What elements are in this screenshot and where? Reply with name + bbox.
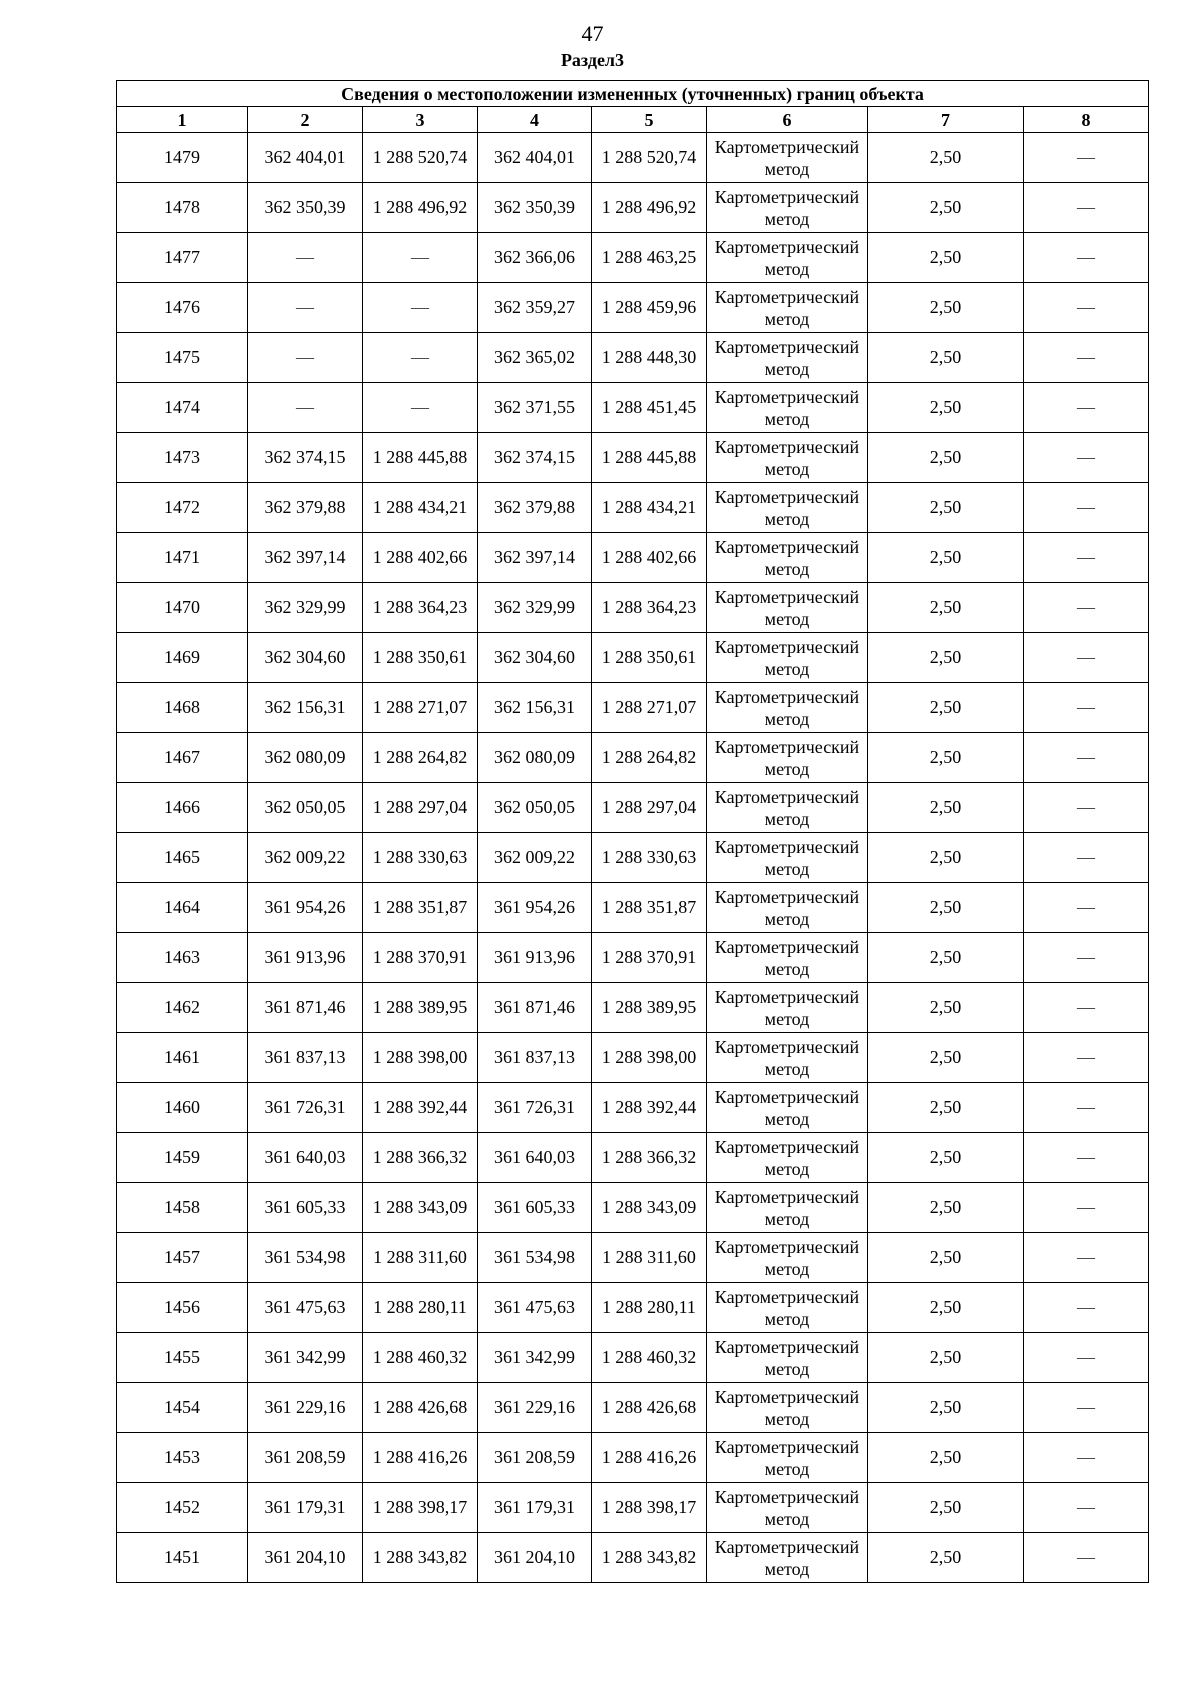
refined-y-cell: 1 288 311,60 bbox=[592, 1233, 707, 1283]
method-cell: Картометрический метод bbox=[707, 883, 868, 933]
method-cell: Картометрический метод bbox=[707, 233, 868, 283]
refined-x-cell: 361 342,99 bbox=[478, 1333, 592, 1383]
description-cell: — bbox=[1024, 883, 1149, 933]
method-cell: Картометрический метод bbox=[707, 1333, 868, 1383]
column-number: 8 bbox=[1024, 107, 1149, 133]
accuracy-cell: 2,50 bbox=[868, 383, 1024, 433]
table-row bbox=[117, 283, 1149, 333]
description-cell: — bbox=[1024, 1233, 1149, 1283]
existing-y-cell: 1 288 330,63 bbox=[363, 833, 478, 883]
description-cell: — bbox=[1024, 233, 1149, 283]
accuracy-cell: 2,50 bbox=[868, 233, 1024, 283]
point-number-cell: 1456 bbox=[117, 1283, 248, 1333]
table-caption: Сведения о местоположении измененных (уточненных) границ объекта bbox=[117, 81, 1149, 107]
accuracy-cell: 2,50 bbox=[868, 683, 1024, 733]
method-cell: Картометрический метод bbox=[707, 1083, 868, 1133]
table-row bbox=[117, 1383, 1149, 1433]
existing-x-cell: 362 304,60 bbox=[248, 633, 363, 683]
point-number-cell: 1461 bbox=[117, 1033, 248, 1083]
refined-x-cell: 361 179,31 bbox=[478, 1483, 592, 1533]
refined-x-cell: 362 404,01 bbox=[478, 133, 592, 183]
refined-y-cell: 1 288 416,26 bbox=[592, 1433, 707, 1483]
refined-y-cell: 1 288 343,09 bbox=[592, 1183, 707, 1233]
point-number-cell: 1469 bbox=[117, 633, 248, 683]
table-row bbox=[117, 683, 1149, 733]
existing-x-cell: 361 726,31 bbox=[248, 1083, 363, 1133]
table-row bbox=[117, 1133, 1149, 1183]
point-number-cell: 1460 bbox=[117, 1083, 248, 1133]
description-cell: — bbox=[1024, 933, 1149, 983]
refined-x-cell: 361 913,96 bbox=[478, 933, 592, 983]
existing-y-cell: — bbox=[363, 383, 478, 433]
table-row bbox=[117, 983, 1149, 1033]
refined-y-cell: 1 288 459,96 bbox=[592, 283, 707, 333]
existing-x-cell: — bbox=[248, 383, 363, 433]
refined-y-cell: 1 288 451,45 bbox=[592, 383, 707, 433]
table-row bbox=[117, 1533, 1149, 1583]
point-number-cell: 1479 bbox=[117, 133, 248, 183]
refined-y-cell: 1 288 402,66 bbox=[592, 533, 707, 583]
existing-x-cell: 361 179,31 bbox=[248, 1483, 363, 1533]
description-cell: — bbox=[1024, 733, 1149, 783]
existing-x-cell: 361 954,26 bbox=[248, 883, 363, 933]
accuracy-cell: 2,50 bbox=[868, 783, 1024, 833]
refined-x-cell: 362 397,14 bbox=[478, 533, 592, 583]
existing-y-cell: 1 288 343,82 bbox=[363, 1533, 478, 1583]
description-cell: — bbox=[1024, 1533, 1149, 1583]
refined-x-cell: 362 050,05 bbox=[478, 783, 592, 833]
description-cell: — bbox=[1024, 133, 1149, 183]
section-title: Раздел3 bbox=[560, 50, 625, 70]
method-cell: Картометрический метод bbox=[707, 783, 868, 833]
refined-y-cell: 1 288 398,00 bbox=[592, 1033, 707, 1083]
refined-y-cell: 1 288 350,61 bbox=[592, 633, 707, 683]
table-row bbox=[117, 433, 1149, 483]
column-number: 1 bbox=[117, 107, 248, 133]
method-cell: Картометрический метод bbox=[707, 1533, 868, 1583]
description-cell: — bbox=[1024, 983, 1149, 1033]
table-row bbox=[117, 333, 1149, 383]
point-number-cell: 1476 bbox=[117, 283, 248, 333]
existing-x-cell: 362 009,22 bbox=[248, 833, 363, 883]
point-number-cell: 1455 bbox=[117, 1333, 248, 1383]
accuracy-cell: 2,50 bbox=[868, 533, 1024, 583]
existing-y-cell: 1 288 460,32 bbox=[363, 1333, 478, 1383]
accuracy-cell: 2,50 bbox=[868, 1533, 1024, 1583]
method-cell: Картометрический метод bbox=[707, 583, 868, 633]
existing-y-cell: 1 288 434,21 bbox=[363, 483, 478, 533]
accuracy-cell: 2,50 bbox=[868, 1033, 1024, 1083]
existing-x-cell: 361 475,63 bbox=[248, 1283, 363, 1333]
existing-x-cell: 361 534,98 bbox=[248, 1233, 363, 1283]
point-number-cell: 1473 bbox=[117, 433, 248, 483]
table-row bbox=[117, 1333, 1149, 1383]
accuracy-cell: 2,50 bbox=[868, 1433, 1024, 1483]
existing-x-cell: 362 080,09 bbox=[248, 733, 363, 783]
table-row bbox=[117, 733, 1149, 783]
refined-x-cell: 362 379,88 bbox=[478, 483, 592, 533]
accuracy-cell: 2,50 bbox=[868, 583, 1024, 633]
refined-x-cell: 361 640,03 bbox=[478, 1133, 592, 1183]
refined-y-cell: 1 288 496,92 bbox=[592, 183, 707, 233]
description-cell: — bbox=[1024, 1183, 1149, 1233]
refined-y-cell: 1 288 398,17 bbox=[592, 1483, 707, 1533]
accuracy-cell: 2,50 bbox=[868, 1183, 1024, 1233]
point-number-cell: 1468 bbox=[117, 683, 248, 733]
accuracy-cell: 2,50 bbox=[868, 483, 1024, 533]
column-number: 2 bbox=[248, 107, 363, 133]
method-cell: Картометрический метод bbox=[707, 183, 868, 233]
table-row bbox=[117, 1483, 1149, 1533]
existing-y-cell: 1 288 351,87 bbox=[363, 883, 478, 933]
method-cell: Картометрический метод bbox=[707, 1133, 868, 1183]
existing-y-cell: 1 288 389,95 bbox=[363, 983, 478, 1033]
refined-x-cell: 362 366,06 bbox=[478, 233, 592, 283]
accuracy-cell: 2,50 bbox=[868, 183, 1024, 233]
refined-x-cell: 361 837,13 bbox=[478, 1033, 592, 1083]
existing-x-cell: 361 640,03 bbox=[248, 1133, 363, 1183]
method-cell: Картометрический метод bbox=[707, 533, 868, 583]
table-row bbox=[117, 233, 1149, 283]
existing-x-cell: 362 050,05 bbox=[248, 783, 363, 833]
existing-y-cell: 1 288 343,09 bbox=[363, 1183, 478, 1233]
existing-x-cell: 362 404,01 bbox=[248, 133, 363, 183]
table-row bbox=[117, 383, 1149, 433]
table-row bbox=[117, 1183, 1149, 1233]
accuracy-cell: 2,50 bbox=[868, 1133, 1024, 1183]
table-row bbox=[117, 1233, 1149, 1283]
existing-x-cell: 362 350,39 bbox=[248, 183, 363, 233]
existing-x-cell: 361 342,99 bbox=[248, 1333, 363, 1383]
column-number: 7 bbox=[868, 107, 1024, 133]
existing-y-cell: 1 288 496,92 bbox=[363, 183, 478, 233]
refined-y-cell: 1 288 463,25 bbox=[592, 233, 707, 283]
page-number: 47 bbox=[581, 21, 604, 46]
existing-y-cell: 1 288 398,00 bbox=[363, 1033, 478, 1083]
existing-x-cell: — bbox=[248, 233, 363, 283]
refined-y-cell: 1 288 460,32 bbox=[592, 1333, 707, 1383]
point-number-cell: 1465 bbox=[117, 833, 248, 883]
accuracy-cell: 2,50 bbox=[868, 1233, 1024, 1283]
existing-y-cell: 1 288 364,23 bbox=[363, 583, 478, 633]
description-cell: — bbox=[1024, 433, 1149, 483]
method-cell: Картометрический метод bbox=[707, 633, 868, 683]
description-cell: — bbox=[1024, 483, 1149, 533]
refined-x-cell: 362 365,02 bbox=[478, 333, 592, 383]
refined-x-cell: 362 359,27 bbox=[478, 283, 592, 333]
existing-x-cell: 362 397,14 bbox=[248, 533, 363, 583]
accuracy-cell: 2,50 bbox=[868, 1383, 1024, 1433]
table-row bbox=[117, 633, 1149, 683]
column-number: 5 bbox=[592, 107, 707, 133]
method-cell: Картометрический метод bbox=[707, 1433, 868, 1483]
point-number-cell: 1457 bbox=[117, 1233, 248, 1283]
method-cell: Картометрический метод bbox=[707, 483, 868, 533]
accuracy-cell: 2,50 bbox=[868, 1083, 1024, 1133]
refined-x-cell: 361 534,98 bbox=[478, 1233, 592, 1283]
method-cell: Картометрический метод bbox=[707, 1383, 868, 1433]
refined-x-cell: 362 304,60 bbox=[478, 633, 592, 683]
method-cell: Картометрический метод bbox=[707, 933, 868, 983]
existing-y-cell: 1 288 445,88 bbox=[363, 433, 478, 483]
accuracy-cell: 2,50 bbox=[868, 133, 1024, 183]
existing-y-cell: — bbox=[363, 233, 478, 283]
existing-x-cell: 361 208,59 bbox=[248, 1433, 363, 1483]
refined-y-cell: 1 288 434,21 bbox=[592, 483, 707, 533]
method-cell: Картометрический метод bbox=[707, 383, 868, 433]
refined-x-cell: 362 329,99 bbox=[478, 583, 592, 633]
point-number-cell: 1459 bbox=[117, 1133, 248, 1183]
description-cell: — bbox=[1024, 633, 1149, 683]
description-cell: — bbox=[1024, 183, 1149, 233]
point-number-cell: 1451 bbox=[117, 1533, 248, 1583]
existing-y-cell: 1 288 426,68 bbox=[363, 1383, 478, 1433]
point-number-cell: 1472 bbox=[117, 483, 248, 533]
refined-x-cell: 361 726,31 bbox=[478, 1083, 592, 1133]
point-number-cell: 1471 bbox=[117, 533, 248, 583]
existing-x-cell: 361 913,96 bbox=[248, 933, 363, 983]
table-row bbox=[117, 583, 1149, 633]
description-cell: — bbox=[1024, 283, 1149, 333]
method-cell: Картометрический метод bbox=[707, 983, 868, 1033]
refined-y-cell: 1 288 370,91 bbox=[592, 933, 707, 983]
refined-y-cell: 1 288 330,63 bbox=[592, 833, 707, 883]
refined-y-cell: 1 288 297,04 bbox=[592, 783, 707, 833]
table-row bbox=[117, 883, 1149, 933]
refined-x-cell: 361 204,10 bbox=[478, 1533, 592, 1583]
column-number: 4 bbox=[478, 107, 592, 133]
table-row bbox=[117, 483, 1149, 533]
point-number-cell: 1474 bbox=[117, 383, 248, 433]
method-cell: Картометрический метод bbox=[707, 1033, 868, 1083]
refined-y-cell: 1 288 264,82 bbox=[592, 733, 707, 783]
existing-y-cell: 1 288 416,26 bbox=[363, 1433, 478, 1483]
table-row bbox=[117, 533, 1149, 583]
refined-y-cell: 1 288 364,23 bbox=[592, 583, 707, 633]
description-cell: — bbox=[1024, 383, 1149, 433]
refined-x-cell: 362 374,15 bbox=[478, 433, 592, 483]
refined-y-cell: 1 288 271,07 bbox=[592, 683, 707, 733]
method-cell: Картометрический метод bbox=[707, 333, 868, 383]
refined-x-cell: 362 080,09 bbox=[478, 733, 592, 783]
existing-y-cell: 1 288 392,44 bbox=[363, 1083, 478, 1133]
existing-y-cell: 1 288 350,61 bbox=[363, 633, 478, 683]
refined-y-cell: 1 288 343,82 bbox=[592, 1533, 707, 1583]
description-cell: — bbox=[1024, 1033, 1149, 1083]
existing-x-cell: 362 329,99 bbox=[248, 583, 363, 633]
description-cell: — bbox=[1024, 1333, 1149, 1383]
method-cell: Картометрический метод bbox=[707, 1233, 868, 1283]
accuracy-cell: 2,50 bbox=[868, 1283, 1024, 1333]
refined-y-cell: 1 288 392,44 bbox=[592, 1083, 707, 1133]
description-cell: — bbox=[1024, 683, 1149, 733]
existing-x-cell: 362 379,88 bbox=[248, 483, 363, 533]
refined-y-cell: 1 288 351,87 bbox=[592, 883, 707, 933]
refined-x-cell: 362 371,55 bbox=[478, 383, 592, 433]
refined-y-cell: 1 288 448,30 bbox=[592, 333, 707, 383]
description-cell: — bbox=[1024, 1283, 1149, 1333]
description-cell: — bbox=[1024, 1383, 1149, 1433]
existing-y-cell: 1 288 297,04 bbox=[363, 783, 478, 833]
existing-x-cell: 361 837,13 bbox=[248, 1033, 363, 1083]
refined-x-cell: 361 871,46 bbox=[478, 983, 592, 1033]
method-cell: Картометрический метод bbox=[707, 833, 868, 883]
point-number-cell: 1478 bbox=[117, 183, 248, 233]
refined-x-cell: 361 208,59 bbox=[478, 1433, 592, 1483]
refined-x-cell: 362 156,31 bbox=[478, 683, 592, 733]
description-cell: — bbox=[1024, 583, 1149, 633]
accuracy-cell: 2,50 bbox=[868, 1333, 1024, 1383]
refined-y-cell: 1 288 426,68 bbox=[592, 1383, 707, 1433]
point-number-cell: 1463 bbox=[117, 933, 248, 983]
point-number-cell: 1470 bbox=[117, 583, 248, 633]
description-cell: — bbox=[1024, 833, 1149, 883]
table-row bbox=[117, 933, 1149, 983]
refined-y-cell: 1 288 520,74 bbox=[592, 133, 707, 183]
point-number-cell: 1475 bbox=[117, 333, 248, 383]
column-number: 3 bbox=[363, 107, 478, 133]
accuracy-cell: 2,50 bbox=[868, 733, 1024, 783]
existing-y-cell: 1 288 280,11 bbox=[363, 1283, 478, 1333]
boundary-coordinates-table bbox=[116, 80, 1149, 1583]
accuracy-cell: 2,50 bbox=[868, 833, 1024, 883]
table-row bbox=[117, 1433, 1149, 1483]
accuracy-cell: 2,50 bbox=[868, 433, 1024, 483]
point-number-cell: 1477 bbox=[117, 233, 248, 283]
existing-x-cell: — bbox=[248, 283, 363, 333]
table-row bbox=[117, 783, 1149, 833]
description-cell: — bbox=[1024, 533, 1149, 583]
refined-y-cell: 1 288 366,32 bbox=[592, 1133, 707, 1183]
table-body bbox=[117, 133, 1149, 1583]
refined-y-cell: 1 288 280,11 bbox=[592, 1283, 707, 1333]
table-row bbox=[117, 1083, 1149, 1133]
existing-y-cell: 1 288 402,66 bbox=[363, 533, 478, 583]
method-cell: Картометрический метод bbox=[707, 1483, 868, 1533]
description-cell: — bbox=[1024, 1133, 1149, 1183]
existing-x-cell: 361 204,10 bbox=[248, 1533, 363, 1583]
existing-y-cell: 1 288 366,32 bbox=[363, 1133, 478, 1183]
existing-x-cell: 361 605,33 bbox=[248, 1183, 363, 1233]
accuracy-cell: 2,50 bbox=[868, 883, 1024, 933]
description-cell: — bbox=[1024, 333, 1149, 383]
refined-x-cell: 361 229,16 bbox=[478, 1383, 592, 1433]
refined-x-cell: 362 350,39 bbox=[478, 183, 592, 233]
refined-x-cell: 362 009,22 bbox=[478, 833, 592, 883]
point-number-cell: 1462 bbox=[117, 983, 248, 1033]
method-cell: Картометрический метод bbox=[707, 1283, 868, 1333]
existing-y-cell: — bbox=[363, 333, 478, 383]
point-number-cell: 1454 bbox=[117, 1383, 248, 1433]
point-number-cell: 1464 bbox=[117, 883, 248, 933]
accuracy-cell: 2,50 bbox=[868, 283, 1024, 333]
refined-x-cell: 361 954,26 bbox=[478, 883, 592, 933]
table-row bbox=[117, 183, 1149, 233]
point-number-cell: 1458 bbox=[117, 1183, 248, 1233]
point-number-cell: 1452 bbox=[117, 1483, 248, 1533]
refined-y-cell: 1 288 389,95 bbox=[592, 983, 707, 1033]
existing-y-cell: 1 288 398,17 bbox=[363, 1483, 478, 1533]
accuracy-cell: 2,50 bbox=[868, 633, 1024, 683]
description-cell: — bbox=[1024, 1083, 1149, 1133]
table-row bbox=[117, 1283, 1149, 1333]
existing-x-cell: 361 871,46 bbox=[248, 983, 363, 1033]
existing-x-cell: 362 374,15 bbox=[248, 433, 363, 483]
point-number-cell: 1466 bbox=[117, 783, 248, 833]
method-cell: Картометрический метод bbox=[707, 433, 868, 483]
point-number-cell: 1453 bbox=[117, 1433, 248, 1483]
method-cell: Картометрический метод bbox=[707, 283, 868, 333]
existing-y-cell: 1 288 520,74 bbox=[363, 133, 478, 183]
column-number: 6 bbox=[707, 107, 868, 133]
point-number-cell: 1467 bbox=[117, 733, 248, 783]
existing-y-cell: 1 288 264,82 bbox=[363, 733, 478, 783]
description-cell: — bbox=[1024, 1433, 1149, 1483]
accuracy-cell: 2,50 bbox=[868, 1483, 1024, 1533]
table-row bbox=[117, 1033, 1149, 1083]
accuracy-cell: 2,50 bbox=[868, 933, 1024, 983]
existing-x-cell: 362 156,31 bbox=[248, 683, 363, 733]
table-row bbox=[117, 833, 1149, 883]
refined-x-cell: 361 475,63 bbox=[478, 1283, 592, 1333]
method-cell: Картометрический метод bbox=[707, 683, 868, 733]
existing-y-cell: — bbox=[363, 283, 478, 333]
description-cell: — bbox=[1024, 783, 1149, 833]
description-cell: — bbox=[1024, 1483, 1149, 1533]
existing-y-cell: 1 288 311,60 bbox=[363, 1233, 478, 1283]
accuracy-cell: 2,50 bbox=[868, 333, 1024, 383]
method-cell: Картометрический метод bbox=[707, 733, 868, 783]
refined-y-cell: 1 288 445,88 bbox=[592, 433, 707, 483]
table-row bbox=[117, 133, 1149, 183]
method-cell: Картометрический метод bbox=[707, 1183, 868, 1233]
existing-y-cell: 1 288 271,07 bbox=[363, 683, 478, 733]
refined-x-cell: 361 605,33 bbox=[478, 1183, 592, 1233]
existing-x-cell: 361 229,16 bbox=[248, 1383, 363, 1433]
accuracy-cell: 2,50 bbox=[868, 983, 1024, 1033]
existing-x-cell: — bbox=[248, 333, 363, 383]
method-cell: Картометрический метод bbox=[707, 133, 868, 183]
existing-y-cell: 1 288 370,91 bbox=[363, 933, 478, 983]
